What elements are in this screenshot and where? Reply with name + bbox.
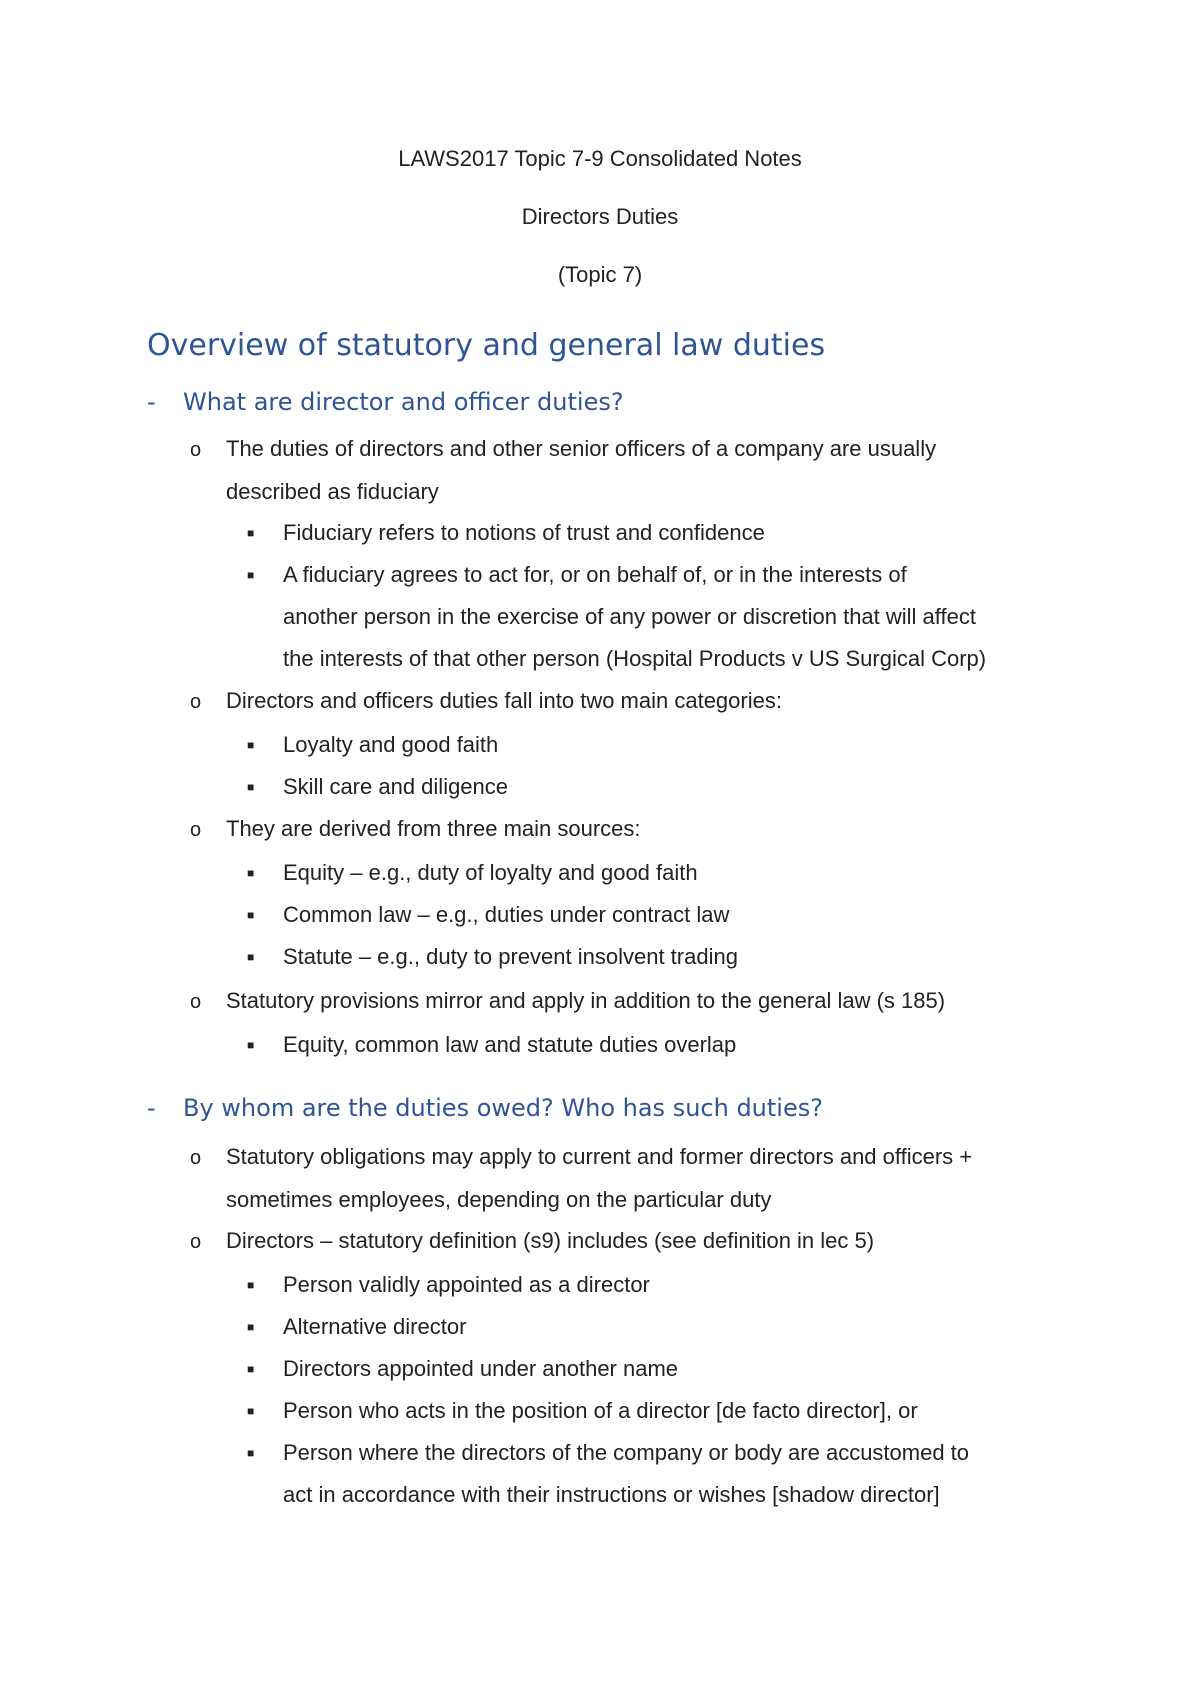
item-text: Directors and officers duties fall into two main categories: <box>226 688 782 713</box>
list-item <box>190 680 782 723</box>
list-item <box>247 1348 678 1390</box>
dash-marker: - <box>147 1094 156 1122</box>
item-text: Alternative director <box>283 1314 467 1339</box>
list-item <box>247 1306 466 1348</box>
list-item <box>247 1390 918 1432</box>
list-item <box>190 1136 972 1221</box>
square-bullet-icon: ■ <box>247 866 255 880</box>
item-text: Person validly appointed as a director <box>283 1272 650 1297</box>
circle-bullet-icon: o <box>190 991 202 1013</box>
item-text: They are derived from three main sources: <box>226 816 641 841</box>
subheading-who-owes <box>147 1092 823 1124</box>
document-title: LAWS2017 Topic 7-9 Consolidated Notes <box>398 146 802 171</box>
list-item <box>247 894 729 936</box>
circle-bullet-icon: o <box>190 1231 202 1253</box>
item-text: Directors – statutory definition (s9) includes (see definition in lec 5) <box>226 1228 875 1253</box>
list-item <box>247 936 738 978</box>
subheading-text: By whom are the duties owed? Who has such duties? <box>183 1094 823 1122</box>
item-text: Loyalty and good faith <box>283 732 499 757</box>
square-bullet-icon: ■ <box>247 1320 255 1334</box>
topic-label: (Topic 7) <box>557 262 643 287</box>
square-bullet-icon: ■ <box>247 780 255 794</box>
document-subtitle: Directors Duties <box>521 204 679 229</box>
item-text: Equity – e.g., duty of loyalty and good faith <box>283 860 698 885</box>
list-item <box>247 1264 650 1306</box>
list-item <box>190 980 945 1023</box>
item-text: Common law – e.g., duties under contract law <box>283 902 730 927</box>
item-text-continued: the interests of that other person (Hospital Products v US Surgical Corp) <box>283 646 987 671</box>
circle-bullet-icon: o <box>190 439 202 461</box>
list-item <box>247 766 508 808</box>
square-bullet-icon: ■ <box>247 526 255 540</box>
list-item <box>247 724 498 766</box>
item-text-continued: act in accordance with their instructions or wishes [shadow director] <box>283 1482 940 1507</box>
square-bullet-icon: ■ <box>247 738 255 752</box>
square-bullet-icon: ■ <box>247 1404 255 1418</box>
section-heading: Overview of statutory and general law duties <box>147 328 826 363</box>
list-item <box>190 1220 874 1263</box>
square-bullet-icon: ■ <box>247 908 255 922</box>
dash-marker: - <box>147 388 156 416</box>
item-text: Skill care and diligence <box>283 774 509 799</box>
list-item <box>247 1432 969 1516</box>
item-text: Equity, common law and statute duties overlap <box>283 1032 737 1057</box>
square-bullet-icon: ■ <box>247 1362 255 1376</box>
item-text-continued: another person in the exercise of any power or discretion that will affect <box>283 604 976 629</box>
item-text: Statute – e.g., duty to prevent insolvent trading <box>283 944 738 969</box>
circle-bullet-icon: o <box>190 819 202 841</box>
subheading-duties <box>147 386 624 418</box>
item-text: A fiduciary agrees to act for, or on behalf of, or in the interests of <box>283 562 907 587</box>
item-text: Statutory provisions mirror and apply in addition to the general law (s 185) <box>226 988 946 1013</box>
circle-bullet-icon: o <box>190 1147 202 1169</box>
square-bullet-icon: ■ <box>247 1278 255 1292</box>
list-item <box>247 1024 736 1066</box>
item-text-continued: sometimes employees, depending on the particular duty <box>226 1187 772 1212</box>
list-item <box>247 852 698 894</box>
square-bullet-icon: ■ <box>247 950 255 964</box>
square-bullet-icon: ■ <box>247 1038 255 1052</box>
list-item <box>190 428 936 513</box>
list-item <box>190 808 641 851</box>
item-text: Fiduciary refers to notions of trust and confidence <box>283 520 765 545</box>
list-item <box>247 554 986 680</box>
circle-bullet-icon: o <box>190 691 202 713</box>
subheading-text: What are director and officer duties? <box>183 388 624 416</box>
square-bullet-icon: ■ <box>247 568 255 582</box>
item-text: Person who acts in the position of a director [de facto director], or <box>283 1398 918 1423</box>
item-text: Statutory obligations may apply to current and former directors and officers + <box>226 1144 973 1169</box>
item-text: Person where the directors of the company or body are accustomed to <box>283 1440 970 1465</box>
square-bullet-icon: ■ <box>247 1446 255 1460</box>
item-text: The duties of directors and other senior officers of a company are usually <box>226 436 937 461</box>
item-text: Directors appointed under another name <box>283 1356 679 1381</box>
item-text-continued: described as fiduciary <box>226 479 439 504</box>
list-item <box>247 512 765 554</box>
